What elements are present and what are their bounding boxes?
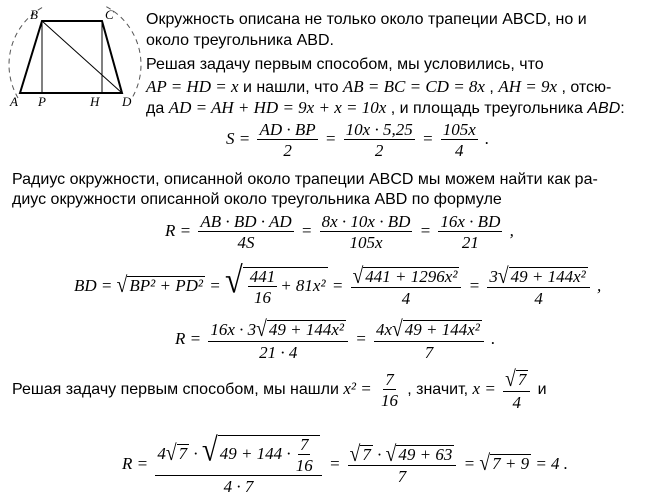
fraction xyxy=(208,317,348,362)
denominator: 16 xyxy=(253,288,271,308)
punctuation: , xyxy=(509,220,514,240)
fraction xyxy=(438,213,502,251)
diagonal-bd xyxy=(42,21,122,93)
radicand: 7 + 9 xyxy=(492,453,530,473)
trapezoid xyxy=(20,21,122,93)
denominator: 16 xyxy=(380,391,398,411)
fraction xyxy=(294,436,315,474)
formula-radius-1: R = $\frac{AB \cdot BD \cdot AD}{4S}$ = $\frac{8x \cdot 10x \cdot BD}{105x}$ = $\frac{16x \cdot BD}{21}$ , xyxy=(165,212,514,252)
operator: · xyxy=(193,443,198,463)
paragraph-2-line-1: Решая задачу первым способом, мы условились, что xyxy=(146,56,544,73)
formula-bd: BD = √ BP² + PD² = √ $\frac{441}{16}$ + 81x² = $\frac{\text{√ 441 + 1296x²}}{4}$ = $\frac{\text{3√ 49 + 144x²}}{4}$ , xyxy=(74,259,602,309)
formula-lhs: BD = xyxy=(74,276,113,295)
abd-label: ABD xyxy=(587,100,621,117)
denominator: 21 xyxy=(461,233,479,252)
fraction xyxy=(344,121,415,159)
formula-lhs: x = xyxy=(472,379,496,399)
formula-lhs: R = xyxy=(175,329,202,349)
radicand: 7 xyxy=(517,370,527,389)
paragraph-2-line-3 xyxy=(146,99,625,117)
paragraph-2-line-2 xyxy=(146,78,611,96)
denominator: 4 xyxy=(454,141,464,160)
text-fragment: , отсю- xyxy=(557,79,612,96)
text-fragment: , и площадь треугольника xyxy=(386,100,588,117)
numerator: 16x · BD xyxy=(440,212,501,231)
punctuation: . xyxy=(484,128,490,148)
sqrt-sign: √ xyxy=(224,259,243,301)
ah-expr: AH = 9x xyxy=(498,77,558,96)
numerator: 105x xyxy=(442,120,476,139)
radicand: 49 + 144x² xyxy=(404,320,480,339)
text-fragment: и xyxy=(537,381,547,399)
denominator: 21 · 4 xyxy=(259,342,298,362)
operator: · xyxy=(377,444,382,464)
fraction xyxy=(374,317,484,362)
coefficient: 3 xyxy=(489,266,498,286)
denominator: 2 xyxy=(374,141,384,160)
formula-lhs: x² = xyxy=(343,379,372,399)
ab-bc-cd-expr: AB = BC = CD = 8x xyxy=(342,77,485,96)
label-a: A xyxy=(10,94,18,109)
radicand: 7 xyxy=(362,444,371,464)
trapezoid-figure xyxy=(8,6,158,111)
fraction xyxy=(198,213,293,251)
denominator: 4S xyxy=(237,233,255,252)
numerator: 7 xyxy=(299,435,309,454)
paragraph-1-line-2: около треугольника ABD. xyxy=(146,32,334,49)
fraction xyxy=(257,121,317,159)
radicand xyxy=(243,267,328,306)
numerator: AB · BD · AD xyxy=(200,212,292,231)
label-c: C xyxy=(105,7,114,22)
coefficient: 4 xyxy=(157,443,166,463)
denominator: 16 xyxy=(295,456,313,475)
denominator: 4 · 7 xyxy=(223,477,254,496)
formula-lhs: R = xyxy=(122,453,149,473)
numerator: 4√ 7 · √ 49 + 144 · $\frac{7}{16}$ xyxy=(155,435,321,476)
denominator: 7 xyxy=(397,467,407,487)
fraction xyxy=(487,264,589,309)
radicand: 49 + 63 xyxy=(398,444,453,464)
paragraph-4 xyxy=(12,367,547,412)
numerator: 3√ 49 + 144x² xyxy=(487,267,589,289)
paragraph-3-line-2: диус окружности описанной около треугольника ABD по формуле xyxy=(12,191,502,208)
radicand: 49 + 144x² xyxy=(268,320,345,339)
denominator: 4 xyxy=(512,392,521,412)
paragraph-1-line-1: Окружность описана не только около трапеции ABCD, но и xyxy=(146,11,587,28)
radicand: BP² + PD² xyxy=(129,276,203,295)
numerator: √ 7 xyxy=(503,370,530,392)
fraction xyxy=(155,431,321,496)
numerator: 8x · 10x · BD xyxy=(321,212,411,231)
formula-lhs: S = xyxy=(226,128,251,148)
label-p: P xyxy=(38,94,46,109)
ad-expr: AD = AH + HD = 9x + x = 10x xyxy=(168,98,387,117)
label-d: D xyxy=(122,94,132,109)
fraction xyxy=(379,371,400,409)
radicand-prefix: 49 + 144 · xyxy=(219,443,291,463)
text-fragment: да xyxy=(146,100,169,117)
formula-lhs: R = xyxy=(165,220,192,240)
radicand-tail: + 81x² xyxy=(280,276,326,295)
sqrt-sign: √ xyxy=(116,273,128,298)
denominator: 4 xyxy=(401,289,411,309)
denominator: 105x xyxy=(349,233,383,252)
numerator: 10x · 5,25 xyxy=(345,120,413,139)
formula-radius-3: R = 4√ 7 · √ 49 + 144 · $\frac{7}{16}$ 4 · 7 = $\frac{√ 7 \cdot √ 49 + 63}{7}$ = √ 7 + 9 = 4 . xyxy=(122,431,569,496)
radicand xyxy=(218,435,320,474)
prefix: 4x xyxy=(376,320,393,339)
radicand: 441 + 1296x² xyxy=(365,266,458,286)
numerator: √ 441 + 1296x² xyxy=(351,267,462,289)
text-fragment: , значит, xyxy=(407,381,473,399)
fraction xyxy=(320,213,413,251)
fraction xyxy=(441,121,478,159)
fraction xyxy=(248,268,278,306)
formula-area: S = $\frac{AD \cdot BP}{2}$ = $\frac{10x \cdot 5,25}{2}$ = $\frac{105x}{4}$ . xyxy=(226,120,490,160)
numerator: √ 7 · √ 49 + 63 xyxy=(348,445,457,467)
punctuation: , xyxy=(597,276,602,295)
text-fragment: , xyxy=(484,79,499,96)
formula-x xyxy=(472,367,538,412)
fraction xyxy=(351,264,462,309)
radicand: 49 + 144x² xyxy=(510,266,586,286)
fraction xyxy=(348,442,457,487)
punctuation: . xyxy=(491,329,496,349)
ap-hd-expr: AP = HD = x xyxy=(146,77,239,96)
numerator: 4x√ 49 + 144x² xyxy=(374,320,484,342)
formula-x-squared xyxy=(343,370,407,411)
fraction xyxy=(503,367,530,412)
text-fragment: Решая задачу первым способом, мы нашли xyxy=(12,381,344,399)
numerator: AD · BP xyxy=(259,120,316,139)
text-fragment: : xyxy=(620,100,625,117)
numerator: 7 xyxy=(385,370,394,390)
circumcircle-arc xyxy=(9,6,141,98)
denominator: 7 xyxy=(424,342,434,362)
formula-radius-2: R = $\frac{\text{16x · 3√ 49 + 144x²}}{21 \cdot 4}$ = $\frac{\text{4x√ 49 + 144x²}}{7}$ . xyxy=(175,317,496,362)
label-b: B xyxy=(30,7,38,22)
label-h: H xyxy=(90,94,100,109)
denominator: 4 xyxy=(534,289,543,309)
numerator: 16x · 3√ 49 + 144x² xyxy=(208,320,348,342)
text-fragment: и нашли, что xyxy=(238,79,343,96)
prefix: 16x · 3 xyxy=(210,320,257,339)
numerator: 441 xyxy=(249,267,276,287)
radicand: 7 xyxy=(178,443,188,463)
paragraph-3-line-1: Радиус окружности, описанной около трапеции ABCD мы можем найти как ра- xyxy=(12,171,598,188)
result: = 4 . xyxy=(535,453,569,473)
denominator: 2 xyxy=(283,141,292,160)
